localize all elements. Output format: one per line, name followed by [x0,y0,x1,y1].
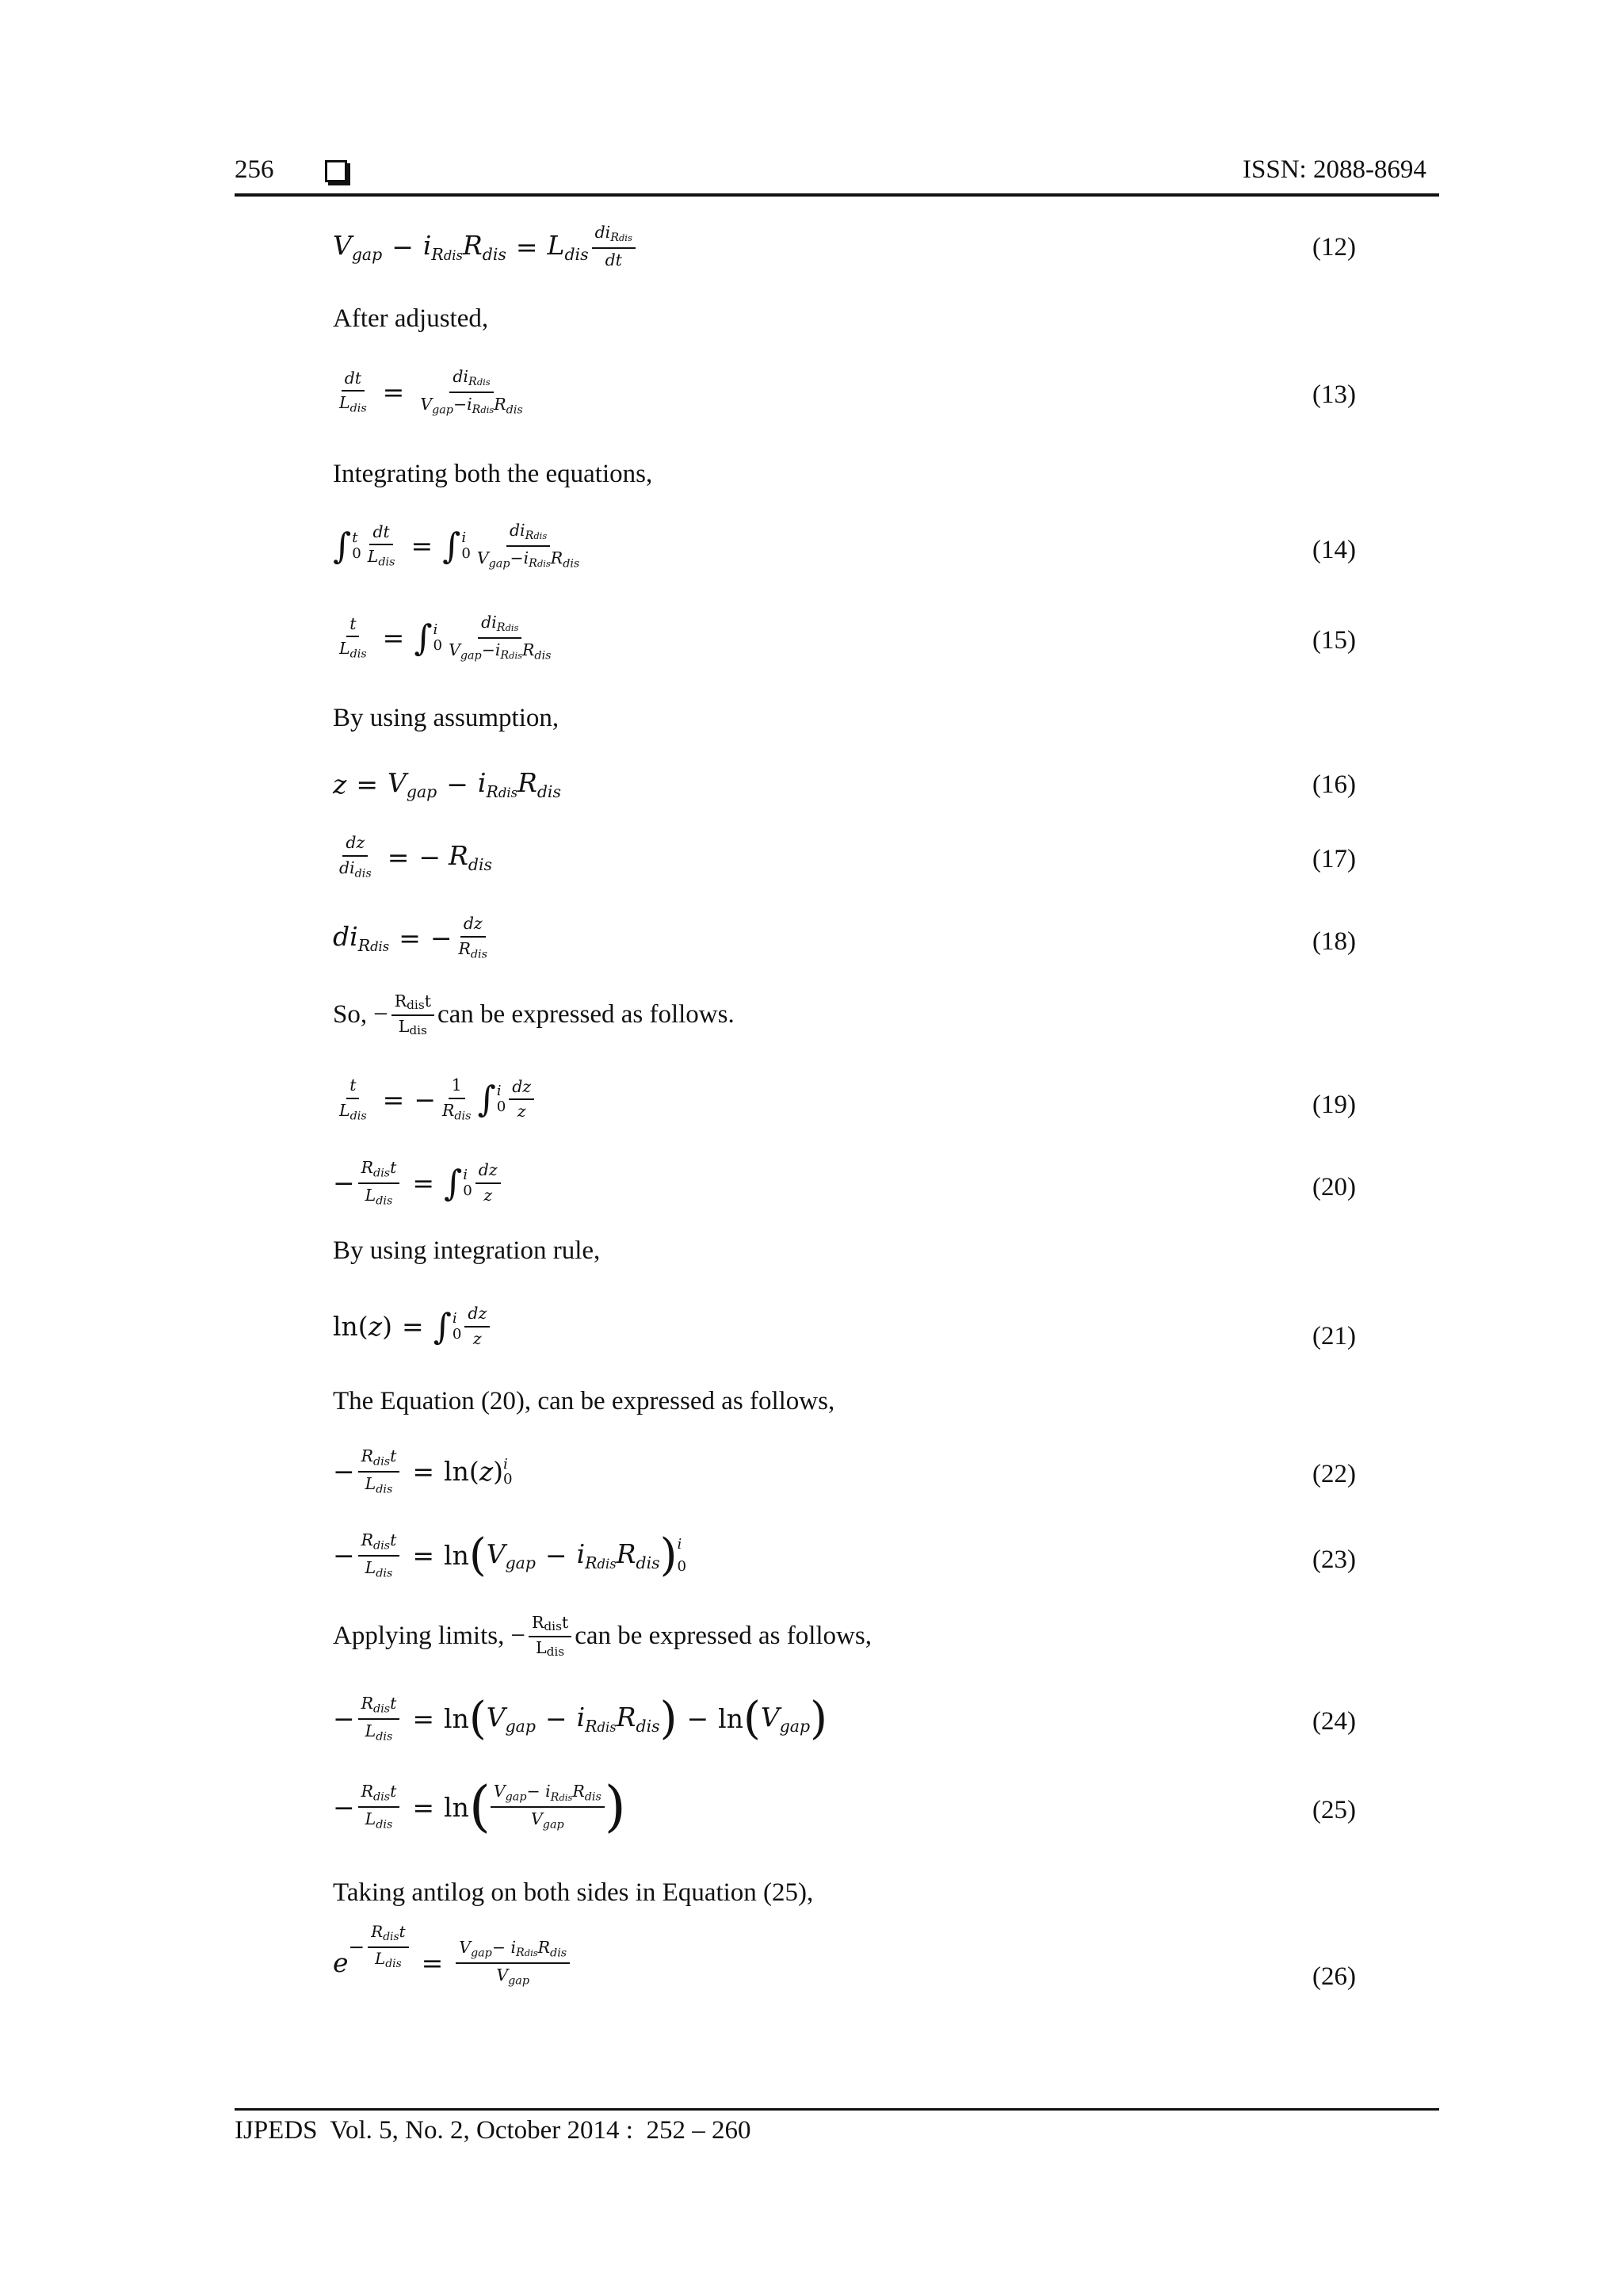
equation-25: − $\frac{R_{dis}t}{L_{dis}}$ = ln ( $\frac{V_{gap}- i_{Rdis}R_{dis}}{V_{gap}}$ ) [333,1775,626,1839]
equation-number-21: (21) [1312,1322,1356,1350]
equation-22: − $\frac{R_{dis}t}{L_{dis}}$ = ln( z ) i 0 [333,1446,513,1496]
equation-number-24: (24) [1312,1707,1356,1736]
paragraph-equation-20: The Equation (20), can be expressed as follows, [333,1387,835,1415]
paragraph-applying-limits-trail: can be expressed as follows, [575,1622,872,1651]
equation-20: − $\frac{R_{dis}t}{L_{dis}}$ = ∫ i 0 $\frac{dz}{z}$ [333,1159,504,1208]
equation-number-17: (17) [1312,845,1356,873]
paragraph-after-adjusted: After adjusted, [333,304,489,333]
equation-21: ln( z ) = ∫ i 0 $\frac{dz}{z}$ [333,1305,493,1348]
page-number: 256 [235,155,274,184]
footer-rule [235,2108,1439,2111]
equation-15: $\frac{t}{L_{dis}}$ = ∫ i 0 $\frac{di_{Rdis}}{V_{gap}-i_{Rdis}R_{dis}}$ [339,613,552,663]
paragraph-so-lead: So, [333,1000,368,1030]
equation-23: − $\frac{R_{dis}t}{L_{dis}}$ = ln ( $V_{gap}$ − $i_{Rdis}$ $R_{dis}$ ) i 0 [333,1530,687,1581]
equation-number-18: (18) [1312,927,1356,956]
equation-number-14: (14) [1312,536,1356,564]
equation-number-15: (15) [1312,626,1356,655]
equation-14: ∫ t 0 $\frac{dt}{L_{dis}}$ = ∫ i 0 $\frac{di_{Rdis}}{V_{gap}-i_{Rdis}R_{dis}}$ [333,521,580,571]
paragraph-antilog: Taking antilog on both sides in Equation (25), [333,1878,814,1907]
equation-18: $di_{Rdis}$ = − $\frac{dz}{R_{dis}}$ [333,914,487,961]
equation-24: − $\frac{R_{dis}t}{L_{dis}}$ = ln ( $V_{gap}$ − $i_{Rdis}$ $R_{dis}$ ) − ln ( $V_{gap}$ ) [333,1693,827,1744]
square-bullet-icon [325,160,347,186]
equation-12: $V_{gap}$ − $i_{Rdis}$ $R_{dis}$ = $L_{dis}$ $\frac{di_{Rdis}}{dt}$ [333,223,639,269]
equation-13: $\frac{dt}{L_{dis}}$ = $\frac{di_{Rdis}}{V_{gap}-i_{Rdis}R_{dis}}$ [339,367,523,417]
equation-17: $\frac{dz}{di_{dis}}$ = − $R_{dis}$ [339,833,492,880]
paragraph-applying-limits: Applying limits, − $\frac{\text{Rdist}}{\text{Ldis}}$ can be expressed as follows, [333,1613,872,1659]
paragraph-assumption: By using assumption, [333,704,559,732]
footer-citation: IJPEDS Vol. 5, No. 2, October 2014 : 252 – 260 [235,2116,751,2145]
journal-issn: ISSN: 2088-8694 [1243,155,1426,184]
equation-number-12: (12) [1312,233,1356,262]
equation-number-22: (22) [1312,1460,1356,1488]
equation-19: $\frac{t}{L_{dis}}$ = − $\frac{1}{R_{dis}}$ ∫ i 0 $\frac{dz}{z}$ [333,1076,537,1122]
paragraph-so-trail: can be expressed as follows. [437,1000,735,1030]
equation-number-23: (23) [1312,1545,1356,1574]
paragraph-integration-rule: By using integration rule, [333,1236,601,1265]
equation-number-20: (20) [1312,1173,1356,1201]
equation-number-26: (26) [1312,1962,1356,1991]
equation-number-19: (19) [1312,1091,1356,1119]
paragraph-applying-limits-lead: Applying limits, [333,1622,505,1651]
header-rule [235,193,1439,197]
equation-number-25: (25) [1312,1796,1356,1824]
equation-number-13: (13) [1312,380,1356,409]
equation-26: e − $\frac{R_{dis}t}{L_{dis}}$ = $\frac{V_{gap}- i_{Rdis}R_{dis}}{V_{gap}}$ [333,1939,573,1988]
equation-number-16: (16) [1312,770,1356,799]
paragraph-integrating: Integrating both the equations, [333,460,653,488]
equation-16: z = $V_{gap}$ − $i_{Rdis}$ $R_{dis}$ [333,767,561,802]
paragraph-so: So, − $\frac{\text{Rdist}}{\text{Ldis}}$ can be expressed as follows. [333,991,735,1037]
